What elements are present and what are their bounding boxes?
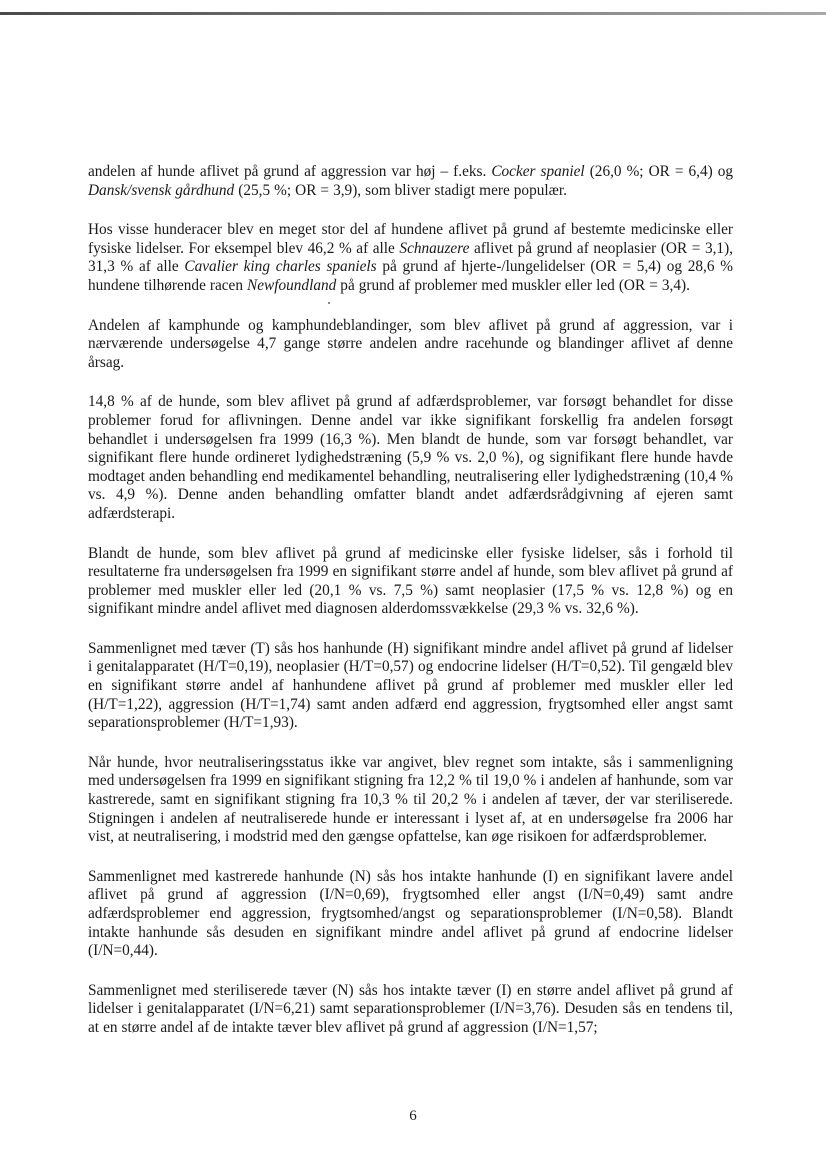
text-run: på grund af problemer med muskler eller led (OR = 3,4).: [336, 276, 690, 294]
text-run: (26,0 %; OR = 6,4) og: [584, 163, 733, 180]
text-run: 14,8 % af de hunde, som blev aflivet på grund af adfærdsproblemer, var forsøgt behandlet for disse problemer forud for aflivningen. Denne andel var ikke signifikant forskellig fra andelen forsøgt behandlet i undersøgelsen fra 1999 (16,3 %). Men blandt de hunde, som var forsøgt behandlet, var signifikant flere hunde ordineret lydighedstræning (5,9 % vs. 2,0 %), og signifikant flere hunde havde modtaget anden behandling end medikamentel behandling, neutralisering eller lydighedstræning (10,4 % vs. 4,9 %). Denne anden behandling omfatter blandt andet adfærdsrådgivning af ejeren samt adfærdsterapi.: [88, 393, 733, 522]
text-run: (25,5 %; OR = 3,9), som bliver stadigt mere populær.: [234, 181, 567, 199]
text-run: Når hunde, hvor neutraliseringsstatus ikke var angivet, blev regnet som intakte, sås i sammenligning med undersøgelsen fra 1999 en signifikant stigning fra 12,2 % til 19,0 % i andelen af hanhunde, som var kastrerede, samt en signifikant stigning fra 10,3 % til 20,2 % i andelen af tæver, der var steriliserede. Stigningen i andelen af neutraliserede hunde er interessant i lyset af, at en undersøgelse fra 2006 har vist, at neutralisering, i modstrid med den gængse opfattelse, kan øge risikoen for adfærdsproblemer.: [88, 753, 733, 846]
text-run: Blandt de hunde, som blev aflivet på grund af medicinske eller fysiske lidelser, sås i forhold til resultaterne fra undersøgelsen fra 1999 en signifikant større andel af hunde, som blev aflivet på grund af problemer med muskler eller led (20,1 % vs. 7,5 %) samt neoplasier (17,5 % vs. 12,8 %) og en signifikant mindre andel aflivet med diagnosen alderdomssvækkelse (29,3 % vs. 32,6 %).: [88, 544, 733, 618]
paragraph: [88, 982, 733, 1038]
italic-text-run: Cavalier king charles spaniels: [184, 258, 377, 276]
italic-text-run: Schnauzere: [399, 239, 470, 257]
paragraph: [88, 545, 733, 619]
paragraph: [88, 163, 733, 200]
paragraph: [88, 868, 733, 961]
italic-text-run: Dansk/svensk gårdhund: [88, 181, 235, 199]
scan-speck: [328, 302, 330, 304]
text-run: Sammenlignet med tæver (T) sås hos hanhunde (H) signifikant mindre andel aflivet på grund af lidelser i genitalapparatet (H/T=0,19), neoplasier (H/T=0,57) og endocrine lidelser (H/T=0,52). Til gengæld blev en signifikant større andel af hanhundene aflivet på grund af problemer med muskler eller led (H/T=1,22), aggression (H/T=1,74) samt anden adfærd end aggression, frygtsomhed eller angst samt separationsproblemer (H/T=1,93).: [88, 639, 733, 732]
text-run: på grund af hjerte-/lungelidelser (OR = 5,4) og 28,6 % hundene tilhørende racen: [88, 258, 733, 294]
paragraph: [88, 640, 733, 733]
text-run: aflivet på grund af neoplasier (OR = 3,1), 31,3 % af alle: [88, 239, 733, 276]
paragraph: [88, 754, 733, 847]
document-body: [88, 163, 733, 1059]
text-run: Hos visse hunderacer blev en meget stor del af hundene aflivet på grund af bestemte medicinske eller fysiske lidelser. For eksempel blev 46,2 % af alle: [88, 221, 733, 257]
paragraph: [88, 221, 733, 295]
paragraph: [88, 393, 733, 523]
scan-top-edge: [0, 12, 826, 15]
paragraph: [88, 317, 733, 373]
italic-text-run: Cocker spaniel: [491, 163, 585, 180]
page-number: 6: [409, 1108, 417, 1124]
text-run: Sammenlignet med steriliserede tæver (N) sås hos intakte tæver (I) en større andel aflivet på grund af lidelser i genitalapparatet (I/N=6,21) samt separationsproblemer (I/N=3,76). Desuden sås en tendens til, at en større andel af de intakte tæver blev aflivet på grund af aggression (I/N=1,57;: [88, 981, 733, 1036]
text-run: Andelen af kamphunde og kamphundeblandinger, som blev aflivet på grund af aggression, var i nærværende undersøgelse 4,7 gange større andelen andre racehunde og blandinger aflivet af denne årsag.: [88, 316, 733, 371]
text-run: Sammenlignet med kastrerede hanhunde (N) sås hos intakte hanhunde (I) en signifikant lavere andel aflivet på grund af aggression (I/N=0,69), frygtsomhed eller angst (I/N=0,49) samt andre adfærdsproblemer end aggression, frygtsomhed/angst og separationsproblemer (I/N=0,58). Blandt intakte hanhunde sås desuden en signifikant mindre andel aflivet på grund af endocrine lidelser (I/N=0,44).: [88, 867, 733, 960]
text-run: andelen af hunde aflivet på grund af aggression var høj – f.eks.: [88, 163, 492, 180]
italic-text-run: Newfoundland: [247, 276, 337, 294]
